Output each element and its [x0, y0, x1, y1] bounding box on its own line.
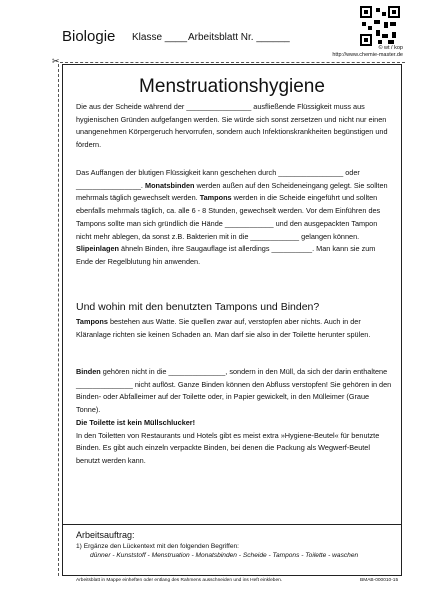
term-monatsbinden: Monatsbinden	[145, 180, 195, 190]
auftrag-title: Arbeitsauftrag:	[76, 530, 135, 540]
copyright-text: © wt / kop	[378, 45, 403, 51]
page-title: Menstruationshygiene	[139, 76, 325, 97]
paragraph-intro: Die aus der Scheide während der ________________ ausfließende Flüssigkeit muss aus hygienischen Gründen aufgefangen werden. Sie würde sich sonst zersetzen und nicht nur einen unangenehmen Körpergeruch hervorrufen, sondern auch Infektionskrankheiten begünstigen und fördern.	[76, 102, 388, 150]
word-bank: dünner - Kunststoff - Menstruation - Monatsbinden - Scheide - Tampons - Toilette - waschen	[90, 551, 359, 559]
subject-label: Biologie	[62, 28, 116, 45]
klasse-field: Klasse ____	[132, 32, 188, 43]
website-url: http://www.chemie-master.de	[332, 52, 403, 58]
auftrag-task: 1) Ergänze den Lückentext mit den folgenden Begriffen: dünner - Kunststoff - Menstruation - Monatsbinden - Scheide - Tampons - Toilette - waschen	[76, 543, 359, 559]
qr-code-icon	[360, 6, 400, 46]
paragraph-methods: Das Auffangen der blutigen Flüssigkeit kann geschehen durch ________________ oder ________________. Monatsbinden werden außen auf den Scheideneingang gelegt. Sie sollten mehrmals täglich gewechselt werden. Tampons werden in die Scheide eingeführt und sollten ebenfalls mehrmals täglich, ca. alle 6 - 8 Stunden, gewechselt werden. Vor dem Einführen des Tampons sollte man sich gründlich die Hände ____________ und den ausgepackten Tampon nicht mehr ablegen, da sonst z.B. Bakterien mit in die ____________ gelangen können. Slipeinlagen ähneln Binden, ihre Saugauflage ist allerdings __________. Man kann sie zum Ende der Regelblutung hin anwenden.	[76, 168, 388, 266]
term-binden: Binden	[76, 367, 101, 376]
footer-code: BMAB-000010-15	[360, 578, 399, 583]
paragraph-binden: Binden gehören nicht in die ______________, sondern in den Müll, da sich der darin enthaltene ______________ nicht auflöst. Ganze Binden können den Abfluss verstopfen! Sie gehören in den Binden- oder Abfalleimer auf der Toilette oder, in Papier gewickelt, in den Mülleimer (Graue Tonne). Die Toilette ist kein Müllschlucker! In den Toiletten von Restaurants und Hotels gibt es meist extra »Hygiene-Beutel« für benutzte Binden. Es gibt auch einzeln verpackte Binden, bei denen die Packung als Wegwerf-Beutel benutzt werden kann.	[76, 367, 392, 465]
term-tampons: Tampons	[199, 193, 232, 203]
cut-line-left	[58, 64, 59, 576]
scissors-icon: ✂	[52, 56, 60, 66]
footer-note: Arbeitsblatt in Mappe einheften oder entlang des Rahmens ausschneiden und ins Heft einkleben.	[76, 578, 283, 583]
cut-line-top	[60, 62, 405, 63]
paragraph-tampons: Tampons bestehen aus Watte. Sie quellen zwar auf, verstopfen aber nichts. Auch in der Kläranlage richten sie keinen Schaden an. Man darf sie also in der Toilette herunter spülen.	[76, 317, 371, 339]
auftrag-divider	[62, 524, 402, 525]
worksheet-header	[0, 0, 430, 64]
term-slipeinlagen: Slipeinlagen	[76, 244, 119, 254]
term-tampons-2: Tampons	[76, 317, 108, 326]
warning-text: Die Toilette ist kein Müllschlucker!	[76, 417, 196, 427]
subheading: Und wohin mit den benutzten Tampons und Binden?	[76, 301, 320, 313]
arbeitsblatt-number-field: Arbeitsblatt Nr. ______	[188, 32, 290, 43]
